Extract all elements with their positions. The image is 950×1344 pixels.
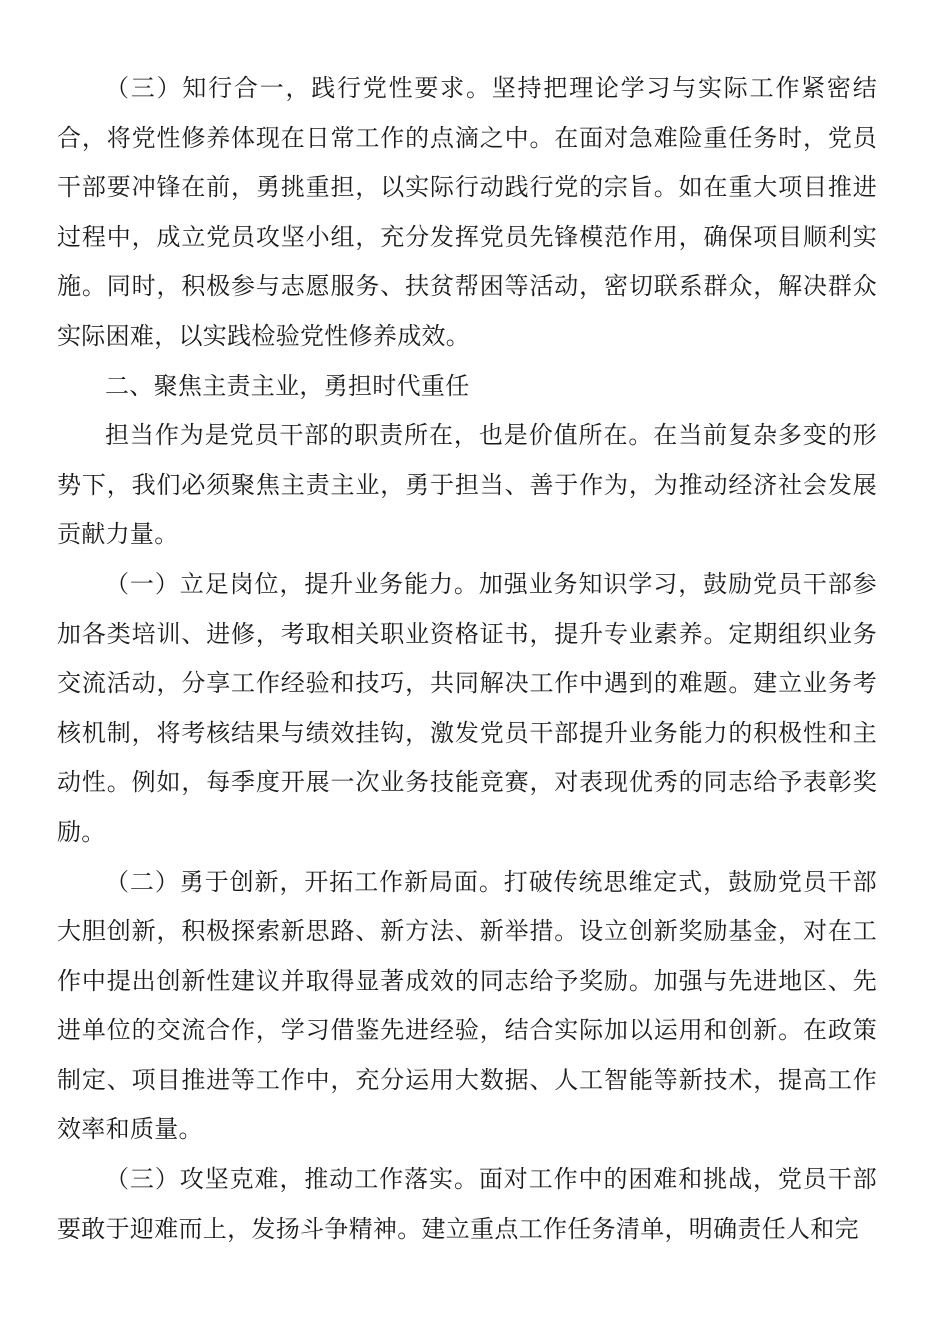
paragraph-improve-business-ability: （一）立足岗位，提升业务能力。加强业务知识学习，鼓励党员干部参加各类培训、进修，考取相关职业资格证书，提升专业素养。定期组织业务交流活动，分享工作经验和技巧，共同解决工作中遇到的难题。建立业务考核机制，将考核结果与绩效挂钩，激发党员干部提升业务能力的积极性和主动性。例如，每季度开展一次业务技能竞赛，对表现优秀的同志给予表彰奖励。 bbox=[57, 569, 877, 846]
section-heading-focus-main-duties: 二、聚焦主责主业，勇担时代重任 bbox=[105, 371, 470, 400]
paragraph-overcome-difficulties: （三）攻坚克难，推动工作落实。面对工作中的困难和挑战，党员干部要敢于迎难而上，发扬斗争精神。建立重点工作任务清单，明确责任人和完 bbox=[57, 1165, 877, 1243]
paragraph-knowledge-action-unity: （三）知行合一，践行党性要求。坚持把理论学习与实际工作紧密结合，将党性修养体现在日常工作的点滴之中。在面对急难险重任务时，党员干部要冲锋在前，勇挑重担，以实际行动践行党的宗旨。如在重大项目推进过程中，成立党员攻坚小组，充分发挥党员先锋模范作用，确保项目顺利实施。同时，积极参与志愿服务、扶贫帮困等活动，密切联系群众，解决群众实际困难，以实践检验党性修养成效。 bbox=[57, 74, 877, 350]
paragraph-responsibility-intro: 担当作为是党员干部的职责所在，也是价值所在。在当前复杂多变的形势下，我们必须聚焦主责主业，勇于担当、善于作为，为推动经济社会发展贡献力量。 bbox=[57, 421, 877, 549]
document-body bbox=[57, 64, 877, 1254]
paragraph-innovation: （二）勇于创新，开拓工作新局面。打破传统思维定式，鼓励党员干部大胆创新，积极探索新思路、新方法、新举措。设立创新奖励基金，对在工作中提出创新性建议并取得显著成效的同志给予奖励。加强与先进地区、先进单位的交流合作，学习借鉴先进经验，结合实际加以运用和创新。在政策制定、项目推进等工作中，充分运用大数据、人工智能等新技术，提高工作效率和质量。 bbox=[57, 867, 877, 1144]
